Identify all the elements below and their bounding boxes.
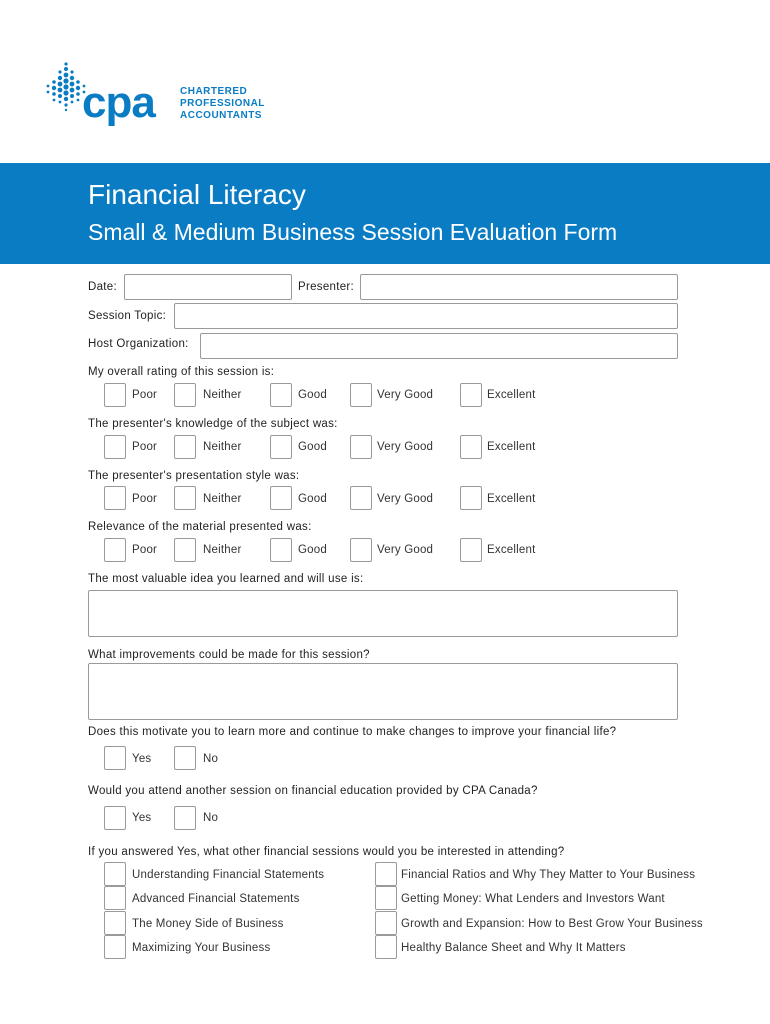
option-label: Poor (132, 544, 158, 556)
interest-label: The Money Side of Business (132, 918, 284, 930)
checkbox-overall-excellent[interactable] (460, 383, 482, 407)
checkbox-style-poor[interactable] (104, 486, 126, 510)
option-label: Neither (203, 389, 242, 401)
checkbox-interest-money-side[interactable] (104, 911, 126, 935)
rating-question-relevance: Relevance of the material presented was: (88, 521, 312, 533)
improvements-textarea[interactable] (88, 663, 678, 720)
checkbox-relevance-good[interactable] (270, 538, 292, 562)
valuable-idea-question: The most valuable idea you learned and will use is: (88, 573, 364, 585)
option-label: Very Good (377, 544, 434, 556)
checkbox-knowledge-excellent[interactable] (460, 435, 482, 459)
checkbox-style-very-good[interactable] (350, 486, 372, 510)
presenter-field[interactable] (360, 274, 678, 300)
logo-line-3: ACCOUNTANTS (180, 110, 262, 121)
interest-label: Financial Ratios and Why They Matter to Your Business (401, 869, 696, 881)
checkbox-motivate-no[interactable] (174, 746, 196, 770)
checkbox-relevance-excellent[interactable] (460, 538, 482, 562)
option-label: Very Good (377, 441, 434, 453)
checkbox-interest-ratios[interactable] (375, 862, 397, 886)
checkbox-relevance-poor[interactable] (104, 538, 126, 562)
option-label: Excellent (487, 493, 536, 505)
checkbox-overall-neither[interactable] (174, 383, 196, 407)
option-label: No (203, 812, 219, 824)
date-field[interactable] (124, 274, 292, 300)
session-topic-field[interactable] (174, 303, 678, 329)
option-label: Good (298, 389, 327, 401)
logo-wordmark: cpa (82, 78, 155, 127)
checkbox-overall-very-good[interactable] (350, 383, 372, 407)
option-label: Very Good (377, 389, 434, 401)
page-title: Financial Literacy (88, 179, 306, 210)
option-label: Good (298, 441, 327, 453)
checkbox-style-excellent[interactable] (460, 486, 482, 510)
option-label: Yes (132, 812, 152, 824)
option-label: Poor (132, 493, 158, 505)
rating-question-knowledge: The presenter's knowledge of the subject was: (88, 418, 338, 430)
checkbox-overall-good[interactable] (270, 383, 292, 407)
option-label: Neither (203, 441, 242, 453)
logo-line-2: PROFESSIONAL (180, 98, 265, 109)
option-label: Excellent (487, 544, 536, 556)
title-banner (0, 163, 770, 264)
interest-label: Advanced Financial Statements (132, 893, 300, 905)
interest-label: Maximizing Your Business (132, 942, 271, 954)
option-label: Neither (203, 544, 242, 556)
checkbox-interest-advanced[interactable] (104, 886, 126, 910)
session-topic-label: Session Topic: (88, 310, 167, 322)
interest-label: Healthy Balance Sheet and Why It Matters (401, 942, 626, 954)
host-organization-label: Host Organization: (88, 338, 189, 350)
host-organization-field[interactable] (200, 333, 678, 359)
option-label: Good (298, 493, 327, 505)
logo-tagline (180, 86, 265, 122)
checkbox-interest-getting-money[interactable] (375, 886, 397, 910)
option-label: No (203, 753, 219, 765)
option-label: Neither (203, 493, 242, 505)
date-label: Date: (88, 281, 117, 293)
checkbox-knowledge-poor[interactable] (104, 435, 126, 459)
rating-question-overall: My overall rating of this session is: (88, 366, 275, 378)
option-label: Good (298, 544, 327, 556)
option-label: Poor (132, 441, 158, 453)
option-label: Very Good (377, 493, 434, 505)
checkbox-interest-understanding[interactable] (104, 862, 126, 886)
rating-question-style: The presenter's presentation style was: (88, 470, 300, 482)
interests-question: If you answered Yes, what other financial sessions would you be interested in attending? (88, 846, 565, 858)
attend-question: Would you attend another session on financial education provided by CPA Canada? (88, 785, 538, 797)
checkbox-attend-yes[interactable] (104, 806, 126, 830)
interest-label: Getting Money: What Lenders and Investors Want (401, 893, 665, 905)
improvements-question: What improvements could be made for this session? (88, 649, 370, 661)
checkbox-knowledge-very-good[interactable] (350, 435, 372, 459)
checkbox-interest-growth[interactable] (375, 911, 397, 935)
logo-line-1: CHARTERED (180, 86, 248, 97)
presenter-label: Presenter: (298, 281, 355, 293)
motivate-question: Does this motivate you to learn more and continue to make changes to improve your financial life? (88, 726, 617, 738)
option-label: Yes (132, 753, 152, 765)
checkbox-attend-no[interactable] (174, 806, 196, 830)
option-label: Excellent (487, 389, 536, 401)
checkbox-relevance-very-good[interactable] (350, 538, 372, 562)
checkbox-relevance-neither[interactable] (174, 538, 196, 562)
page-subtitle: Small & Medium Business Session Evaluation Form (88, 219, 618, 245)
option-label: Excellent (487, 441, 536, 453)
checkbox-knowledge-neither[interactable] (174, 435, 196, 459)
checkbox-knowledge-good[interactable] (270, 435, 292, 459)
interest-label: Growth and Expansion: How to Best Grow Your Business (401, 918, 703, 930)
option-label: Poor (132, 389, 158, 401)
checkbox-overall-poor[interactable] (104, 383, 126, 407)
checkbox-style-good[interactable] (270, 486, 292, 510)
checkbox-interest-maximizing[interactable] (104, 935, 126, 959)
interest-label: Understanding Financial Statements (132, 869, 325, 881)
checkbox-interest-balance-sheet[interactable] (375, 935, 397, 959)
valuable-idea-textarea[interactable] (88, 590, 678, 637)
checkbox-motivate-yes[interactable] (104, 746, 126, 770)
checkbox-style-neither[interactable] (174, 486, 196, 510)
